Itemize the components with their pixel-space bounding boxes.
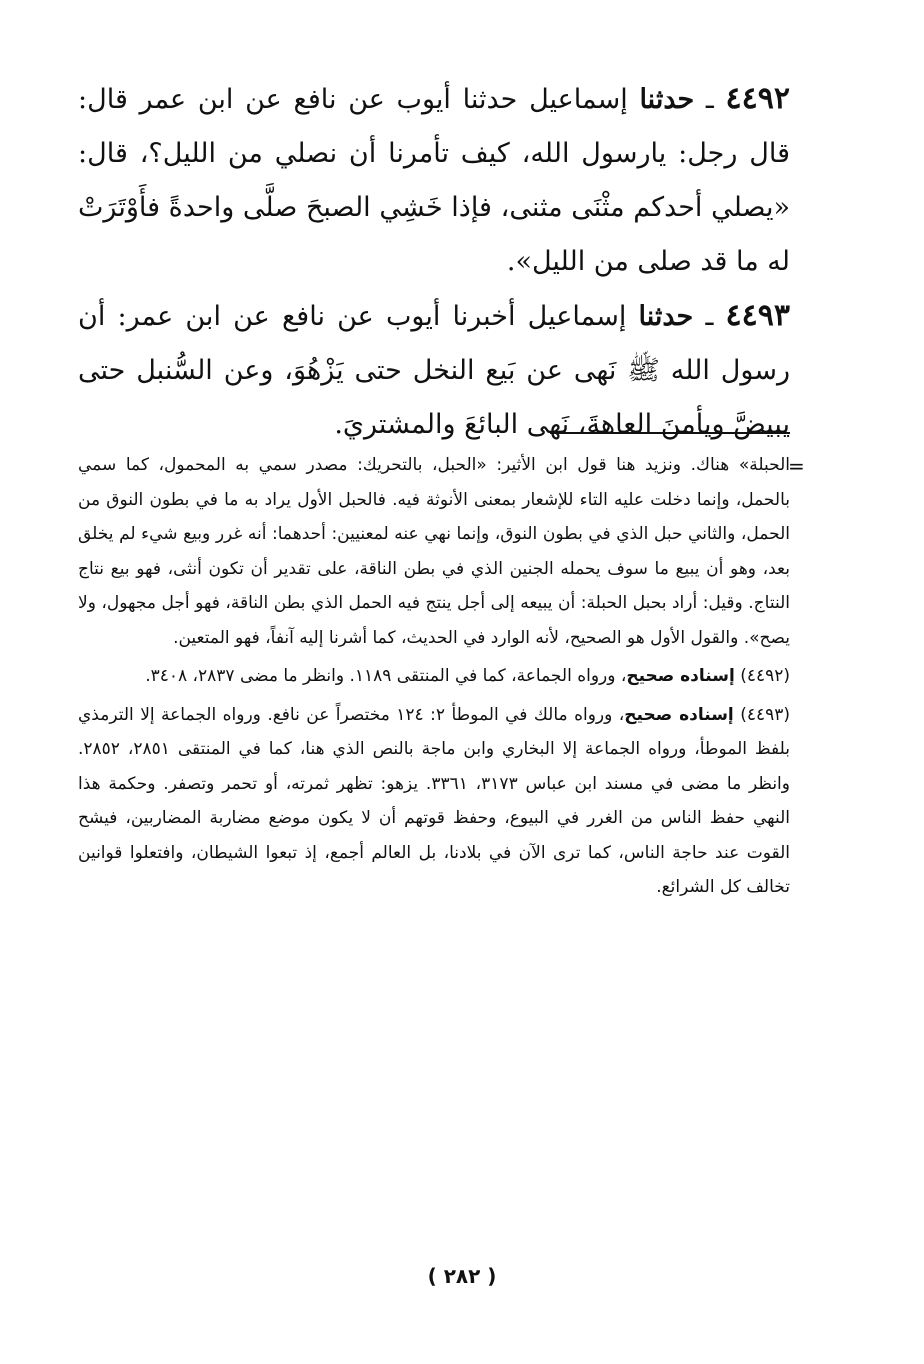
hadith-lead-word: حدثنا bbox=[638, 301, 694, 332]
page-number: ( ٢٨٢ ) bbox=[427, 1264, 497, 1288]
hadith-dash: ـ bbox=[705, 84, 714, 115]
footnote-body: ، ورواه الجماعة، كما في المنتقى ١١٨٩. وانظر ما مضى ٢٨٣٧، ٣٤٠٨. bbox=[145, 666, 627, 686]
hadith-number: ٤٤٩٣ bbox=[725, 298, 790, 333]
footnote-grade: إسناده صحيح bbox=[624, 704, 734, 725]
footnote-grade: إسناده صحيح bbox=[626, 666, 735, 686]
footnote-4493 bbox=[78, 698, 790, 905]
footnote-4492 bbox=[78, 659, 790, 694]
hadith-text-block bbox=[78, 72, 790, 452]
footnotes-block bbox=[78, 448, 790, 909]
footnote-body: ، ورواه مالك في الموطأ ٢: ١٢٤ مختصراً عن نافع. ورواه الجماعة إلا الترمذي بلفظ الموطأ، ورواه الجماعة إلا البخاري وابن ماجة بالنص الذي هنا، كما في المنتقى ٢٨٥١، ٢٨٥٢. وانظر ما مضى في مسند ابن عباس ٣١٧٣، ٣٣٦١. يزهو: تظهر ثمرته، أو تحمر وتصفر. وحكمة هذا النهي حفظ الناس من الغرر في البيوع، وحفظ قوتهم أن لا يكون موضع مضاربة المضاربين، فيشح القوت عند حاجة الناس، كما ترى الآن في بلادنا، بل العالم أجمع، إذ تبعوا الشيطان، وافتعلوا قوانين تخالف كل الشرائع. bbox=[78, 704, 791, 897]
hadith-dash: ـ bbox=[705, 301, 714, 332]
hadith-body: إسماعيل حدثنا أيوب عن نافع عن ابن عمر قال: قال رجل: يارسول الله، كيف تأمرنا أن نصلي من الليل؟، قال: «يصلي أحدكم مثْنَى مثنى، فإذا خَشِي الصبحَ صلَّى واحدةً فأَوْتَرَتْ له ما قد صلى من الليل». bbox=[78, 84, 790, 277]
continuation-mark: = bbox=[788, 454, 805, 478]
footnote-ref: (٤٤٩٣) bbox=[740, 704, 791, 725]
hadith-body: إسماعيل أخبرنا أيوب عن نافع عن ابن عمر: أن رسول الله ﷺ نَهى عن بَيع النخل حتى يَزْهُوَ، وعن السُّنبل حتى يبيضَّ ويأمنَ العاهةَ، نَهى البائعَ والمشتريَ. bbox=[78, 301, 790, 440]
hadith-4492 bbox=[78, 72, 790, 289]
hadith-number: ٤٤٩٢ bbox=[725, 81, 790, 116]
hadith-4493 bbox=[78, 289, 790, 452]
footnote-continued: الحبلة» هناك. ونزيد هنا قول ابن الأثير: «الحبل، بالتحريك: مصدر سمي به المحمول، كما سمي بالحمل، وإنما دخلت عليه التاء للإشعار بمعنى الأنوثة فيه. فالحبل الأول يراد به ما في بطون النوق من الحمل، والثاني حبل الذي في بطون النوق، وإنما نهي عنه لمعنيين: أحدهما: أنه غرر وبيع شيء لم يخلق بعد، وهو أن يبيع ما سوف يحمله الجنين الذي في بطن الناقة، على تقدير أن تكون أنثى، فهو بيع نتاج النتاج. وقيل: أراد بحبل الحبلة: أن يبيعه إلى أجل ينتج فيه الحمل الذي بطن الناقة، فهو أجل مجهول، ولا يصح». والقول الأول هو الصحيح، لأنه الوارد في الحديث، كما أشرنا إليه آنفاً، فهو المتعين. bbox=[78, 455, 790, 648]
footnote-ref: (٤٤٩٢) bbox=[740, 666, 790, 686]
footnote-divider bbox=[550, 432, 790, 434]
hadith-lead-word: حدثنا bbox=[639, 84, 695, 115]
